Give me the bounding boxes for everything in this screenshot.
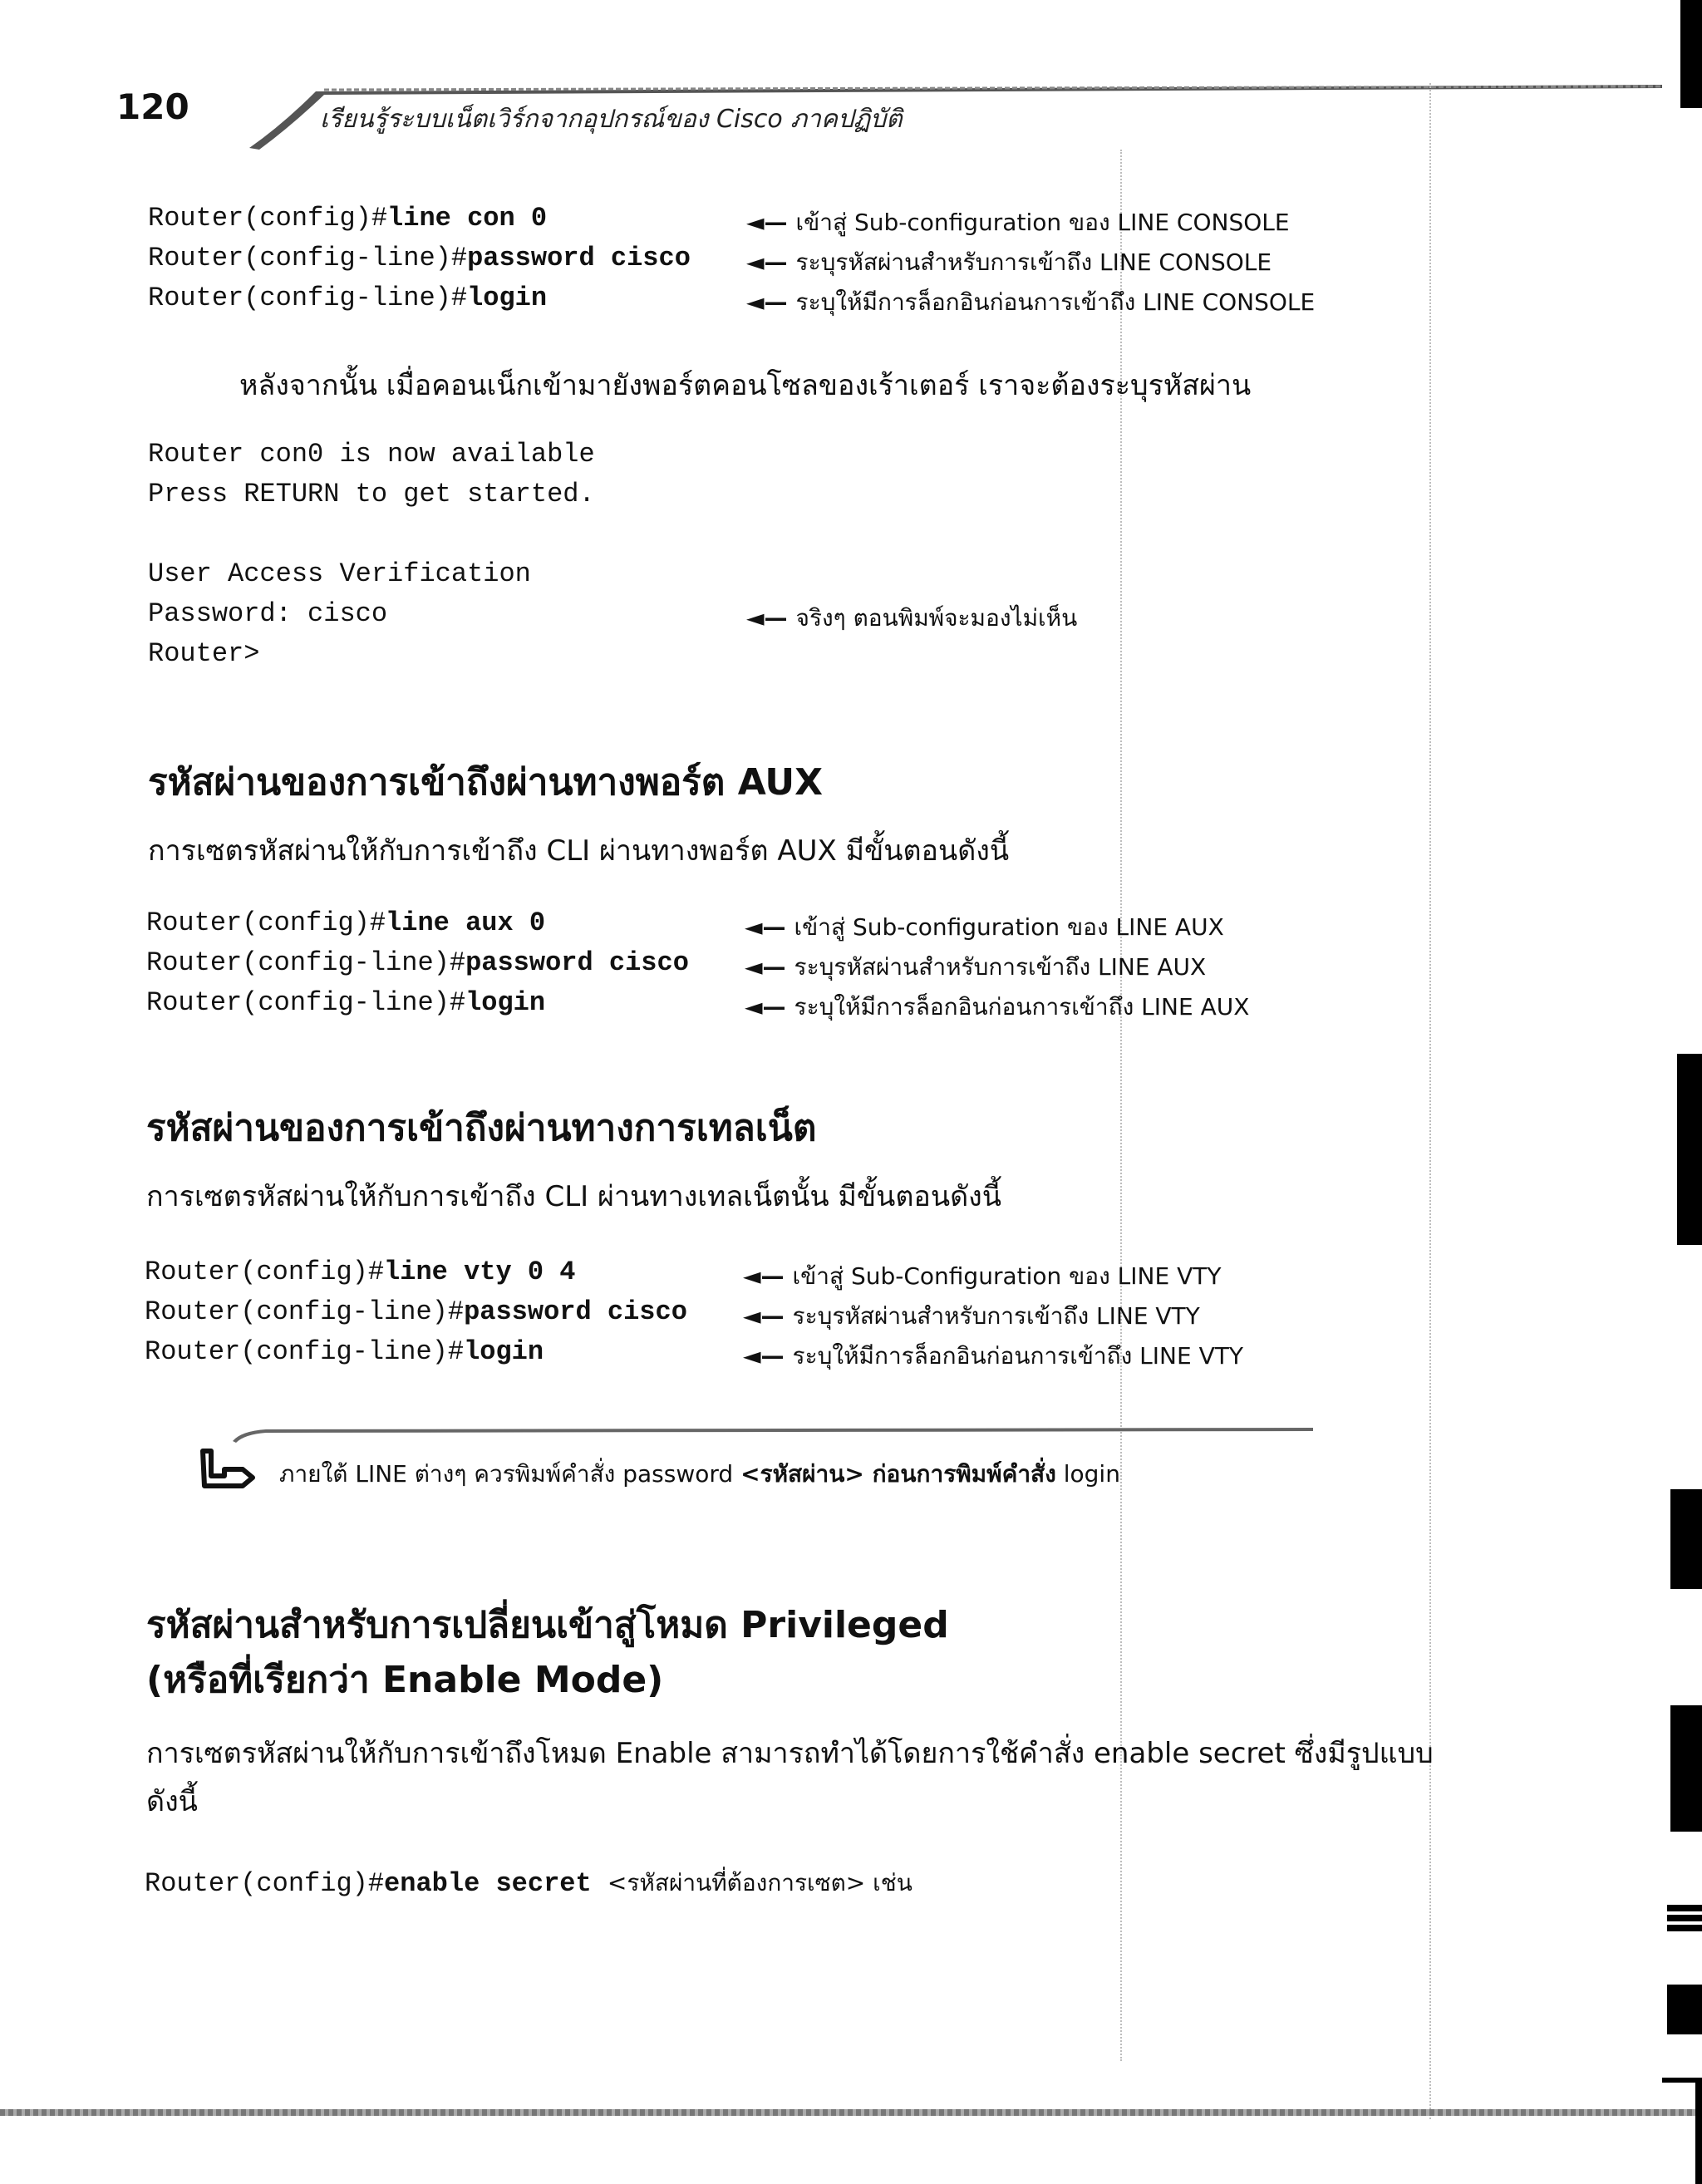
- code-line: Router(config)#line con 0: [148, 203, 548, 234]
- left-arrow-icon: ◄—: [743, 1262, 785, 1290]
- code-annotation: ◄— ระบุรหัสผ่านสำหรับการเข้าถึง LINE AUX: [745, 953, 1207, 981]
- code-line: Router(config)#enable secret <รหัสผ่านที่ต้องการเซต> เช่น: [145, 1868, 912, 1899]
- edge-marker: [1677, 1054, 1702, 1245]
- code-annotation: ◄— ระบุให้มีการล็อกอินก่อนการเข้าถึง LINE AUX: [745, 993, 1250, 1021]
- body-paragraph: ดังนี้: [146, 1785, 198, 1818]
- code-line: Router(config-line)#password cisco: [148, 243, 691, 273]
- left-arrow-icon: ◄—: [745, 913, 786, 941]
- edge-marker: [1667, 1925, 1702, 1931]
- left-arrow-icon: ◄—: [743, 1342, 785, 1370]
- page-number: 120: [116, 86, 189, 127]
- code-line: Router(config)#line vty 0 4: [145, 1257, 576, 1287]
- code-annotation: ◄— เข้าสู่ Sub-configuration ของ LINE AUX: [745, 913, 1224, 941]
- code-line: Router(config-line)#password cisco: [146, 947, 689, 978]
- code-annotation: ◄— เข้าสู่ Sub-Configuration ของ LINE VTY: [743, 1262, 1222, 1290]
- tip-text: ภายใต้ LINE ต่างๆ ควรพิมพ์คำสั่ง password <รหัสผ่าน> ก่อนการพิมพ์คำสั่ง login: [279, 1460, 1120, 1488]
- code-annotation: ◄— เข้าสู่ Sub-configuration ของ LINE CONSOLE: [746, 209, 1290, 236]
- section-heading: รหัสผ่านของการเข้าถึงผ่านทางพอร์ต AUX: [148, 761, 824, 804]
- edge-marker: [1667, 1905, 1702, 1911]
- left-arrow-icon: ◄—: [745, 993, 786, 1021]
- left-arrow-icon: ◄—: [743, 1302, 785, 1330]
- code-line: Router(config-line)#password cisco: [145, 1296, 687, 1327]
- hand-pointer-icon: [199, 1448, 259, 1489]
- code-annotation: ◄— จริงๆ ตอนพิมพ์จะมองไม่เห็น: [746, 604, 1078, 632]
- edge-marker: [1670, 1705, 1702, 1832]
- edge-marker: [1680, 0, 1702, 108]
- code-annotation: ◄— ระบุให้มีการล็อกอินก่อนการเข้าถึง LINE VTY: [743, 1342, 1243, 1370]
- edge-marker: [1667, 1985, 1702, 2034]
- section-heading: (หรือที่เรียกว่า Enable Mode): [146, 1659, 664, 1701]
- section-heading: รหัสผ่านสำหรับการเปลี่ยนเข้าสู่โหมด Privileged: [146, 1604, 949, 1646]
- code-annotation: ◄— ระบุรหัสผ่านสำหรับการเข้าถึง LINE VTY: [743, 1302, 1200, 1330]
- left-arrow-icon: ◄—: [746, 209, 788, 236]
- body-paragraph: หลังจากนั้น เมื่อคอนเน็กเข้ามายังพอร์ตคอนโซลของเร้าเตอร์ เราจะต้องระบุรหัสผ่าน: [239, 369, 1252, 402]
- console-output-line: Password: cisco: [148, 598, 388, 629]
- console-output-line: User Access Verification: [148, 558, 531, 589]
- code-annotation: ◄— ระบุรหัสผ่านสำหรับการเข้าถึง LINE CONSOLE: [746, 248, 1272, 276]
- console-output-line: Router>: [148, 638, 260, 669]
- console-output-line: Press RETURN to get started.: [148, 479, 595, 509]
- tip-top-rule: [233, 1426, 1313, 1443]
- bottom-rule: [0, 2109, 1702, 2116]
- code-line: Router(config-line)#login: [146, 987, 546, 1018]
- code-line: Router(config)#line aux 0: [146, 908, 546, 938]
- left-arrow-icon: ◄—: [745, 953, 786, 981]
- left-arrow-icon: ◄—: [746, 288, 788, 316]
- body-paragraph: การเซตรหัสผ่านให้กับการเข้าถึงโหมด Enable สามารถทำได้โดยการใช้คำสั่ง enable secret ซึ่งมีรูปแบบ: [146, 1737, 1434, 1770]
- code-line: Router(config-line)#login: [148, 283, 548, 313]
- edge-marker: [1670, 1489, 1702, 1589]
- edge-marker: [1695, 2078, 1702, 2184]
- left-arrow-icon: ◄—: [746, 604, 788, 632]
- left-arrow-icon: ◄—: [746, 248, 788, 276]
- body-paragraph: การเซตรหัสผ่านให้กับการเข้าถึง CLI ผ่านทางเทลเน็ตนั้น มีขั้นตอนดังนี้: [146, 1180, 1002, 1213]
- code-line: Router(config-line)#login: [145, 1336, 544, 1367]
- margin-guide-line: [1429, 83, 1431, 2119]
- body-paragraph: การเซตรหัสผ่านให้กับการเข้าถึง CLI ผ่านทางพอร์ต AUX มีขั้นตอนดังนี้: [148, 834, 1010, 868]
- section-heading: รหัสผ่านของการเข้าถึงผ่านทางการเทลเน็ต: [146, 1107, 817, 1149]
- running-header-title: เรียนรู้ระบบเน็ตเวิร์กจากอุปกรณ์ของ Cisco ภาคปฏิบัติ: [320, 105, 903, 134]
- edge-marker: [1667, 1915, 1702, 1921]
- console-output-line: Router con0 is now available: [148, 439, 595, 470]
- code-annotation: ◄— ระบุให้มีการล็อกอินก่อนการเข้าถึง LINE CONSOLE: [746, 288, 1316, 316]
